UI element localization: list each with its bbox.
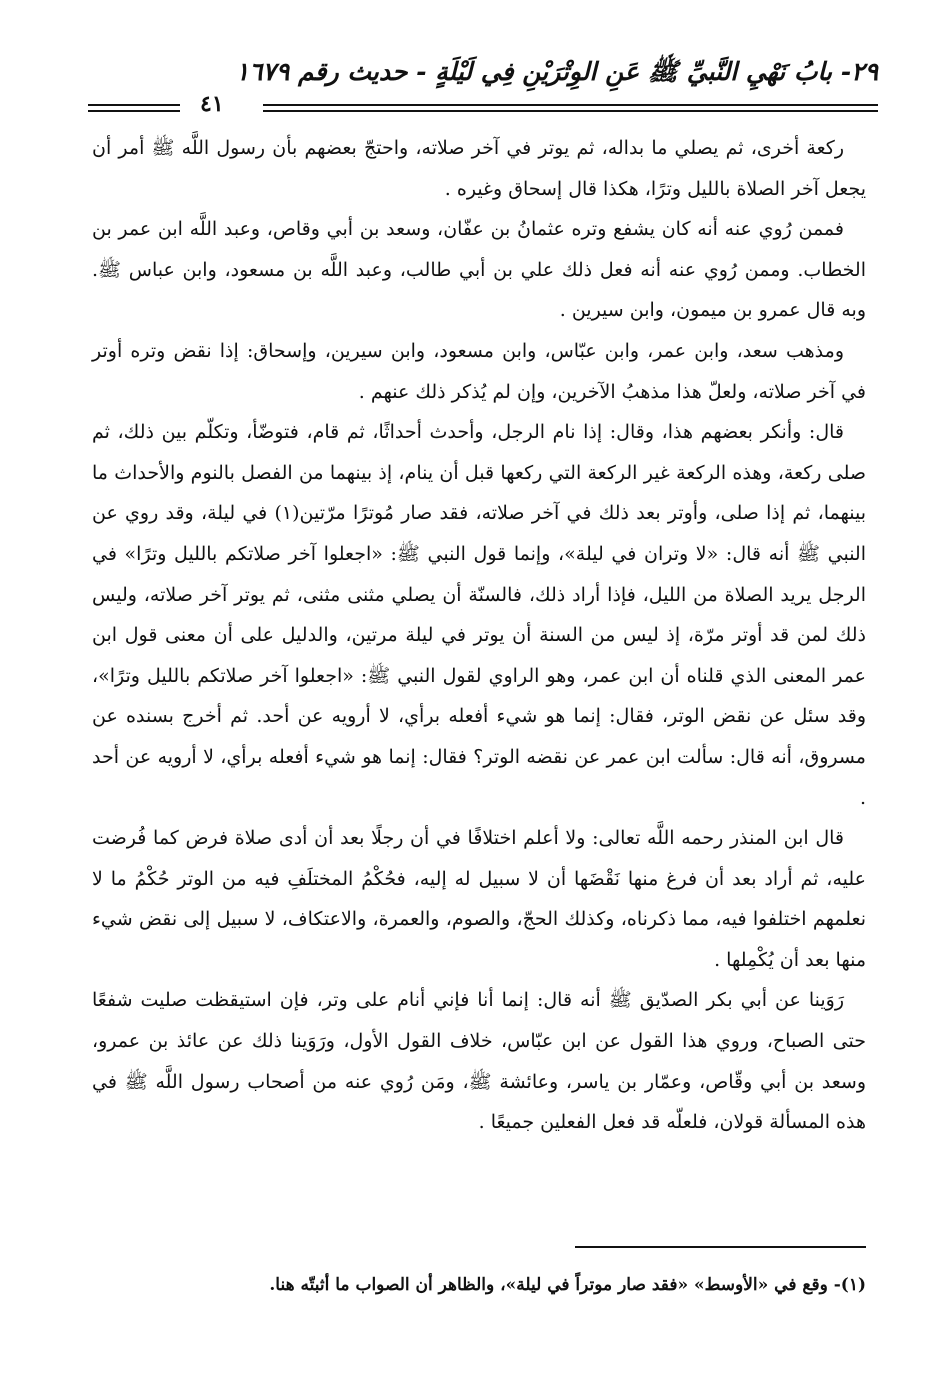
chapter-title: ٢٩- بابُ نَهْيِ النَّبيِّ ﷺ عَنِ الوِتْرَيْنِ فِي لَيْلَةٍ - حديث رقم ١٦٧٩ — [235, 57, 878, 86]
paragraph: ركعة أخرى، ثم يصلي ما بداله، ثم يوتر في آخر صلاته، واحتجّ بعضهم بأن رسول اللَّه ﷺ أمر أن يجعل آخر الصلاة بالليل وترًا، هكذا قال إسحاق وغيره . — [92, 137, 866, 200]
page-header — [88, 52, 878, 122]
paragraph: قال: وأنكر بعضهم هذا، وقال: إذا نام الرجل، وأحدث أحداثًا، ثم قام، فتوضّأ، وتكلّم بين ذلك، ثم صلى ركعة، وهذه الركعة غير الركعة التي ركعها قبل أن ينام، إذ بينهما من الفصل بالنوم والأحداث ما بينهما، ثم إذا صلى، وأوتر بعد ذلك في آخر صلاته، فقد صار مُوترًا مرّتين(١) في ليلة، وقد روي عن النبي ﷺ أنه قال: «لا وتران في ليلة»، وإنما قول النبي ﷺ: «اجعلوا آخر صلاتكم بالليل وترًا» في الرجل يريد الصلاة من الليل، فإذا أراد ذلك، فالسنّة أن يصلي مثنى مثنى، ثم يوتر آخر صلاته، وليس ذلك لمن قد أوتر مرّة، إذ ليس من السنة أن يوتر في ليلة مرتين، والدليل على أن معنى قول ابن عمر المعنى الذي قلناه أن ابن عمر، وهو الراوي لقول النبي ﷺ: «اجعلوا آخر صلاتكم بالليل وترًا»، وقد سئل عن نقض الوتر، فقال: إنما هو شيء أفعله برأي، لا أرويه عن أحد. ثم أخرج بسنده عن مسروق، أنه قال: سألت ابن عمر عن نقضه الوتر؟ فقال: إنما هو شيء أفعله برأي، لا أرويه عن أحد . — [92, 421, 866, 809]
header-rule — [263, 104, 878, 106]
header-rule — [88, 110, 180, 112]
page-number: ٤١ — [200, 91, 224, 117]
paragraph: رَوَينا عن أبي بكر الصدّيق ﷺ أنه قال: إنما أنا فإني أنام على وتر، فإن استيقظت صليت شفعًا حتى الصباح، وروي هذا القول عن ابن عبّاس، خلاف القول الأول، ورَوَينا ذلك عن عائذ بن عمرو، وسعد بن أبي وقّاص، وعمّار بن ياسر، وعائشة ﷺ، ومَن رُوي عنه من أصحاب رسول اللَّه ﷺ في هذه المسألة قولان، فلعلّه قد فعل الفعلين جميعًا . — [92, 989, 867, 1134]
paragraph: قال ابن المنذر رحمه اللَّه تعالى: ولا أعلم اختلافًا في أن رجلًا بعد أن أدى صلاة فرض كما فُرضت عليه، ثم أراد بعد أن فرغ منها نَقْضَها أن لا سبيل له إليه، فحُكْمُ المختلَفِ فيه من الوتر حُكْمُ ما لا نعلمهم اختلفوا فيه، مما ذكرناه، وكذلك الحجّ، والصوم، والعمرة، والاعتكاف، لا سبيل إلى نقض شيء منها بعد أن يُكْمِلها . — [92, 827, 866, 971]
header-rule — [263, 110, 878, 112]
paragraph: ومذهب سعد، وابن عمر، وابن عبّاس، وابن مسعود، وابن سيرين، وإسحاق: إذا نقض وتره أوتر في آخر صلاته، ولعلّ هذا مذهبُ الآخرين، وإن لم يُذكر ذلك عنهم . — [92, 339, 866, 403]
header-rule — [88, 104, 180, 106]
main-text — [92, 128, 866, 1143]
paragraph: فممن رُوي عنه أنه كان يشفع وتره عثمانُ بن عفّان، وسعد بن أبي وقاص، وعبد اللَّه ابن عمر بن الخطاب. وممن رُوي عنه أنه فعل ذلك علي بن أبي طالب، وعبد اللَّه بن مسعود، وابن عباس ﷺ. وبه قال عمرو بن ميمون، وابن سيرين . — [92, 218, 866, 322]
footnote-separator — [575, 1246, 866, 1248]
footnote: (١)- وقع في «الأوسط» «فقد صار موتراً في ليلة»، والظاهر أن الصواب ما أثبتّه هنا. — [269, 1275, 866, 1295]
